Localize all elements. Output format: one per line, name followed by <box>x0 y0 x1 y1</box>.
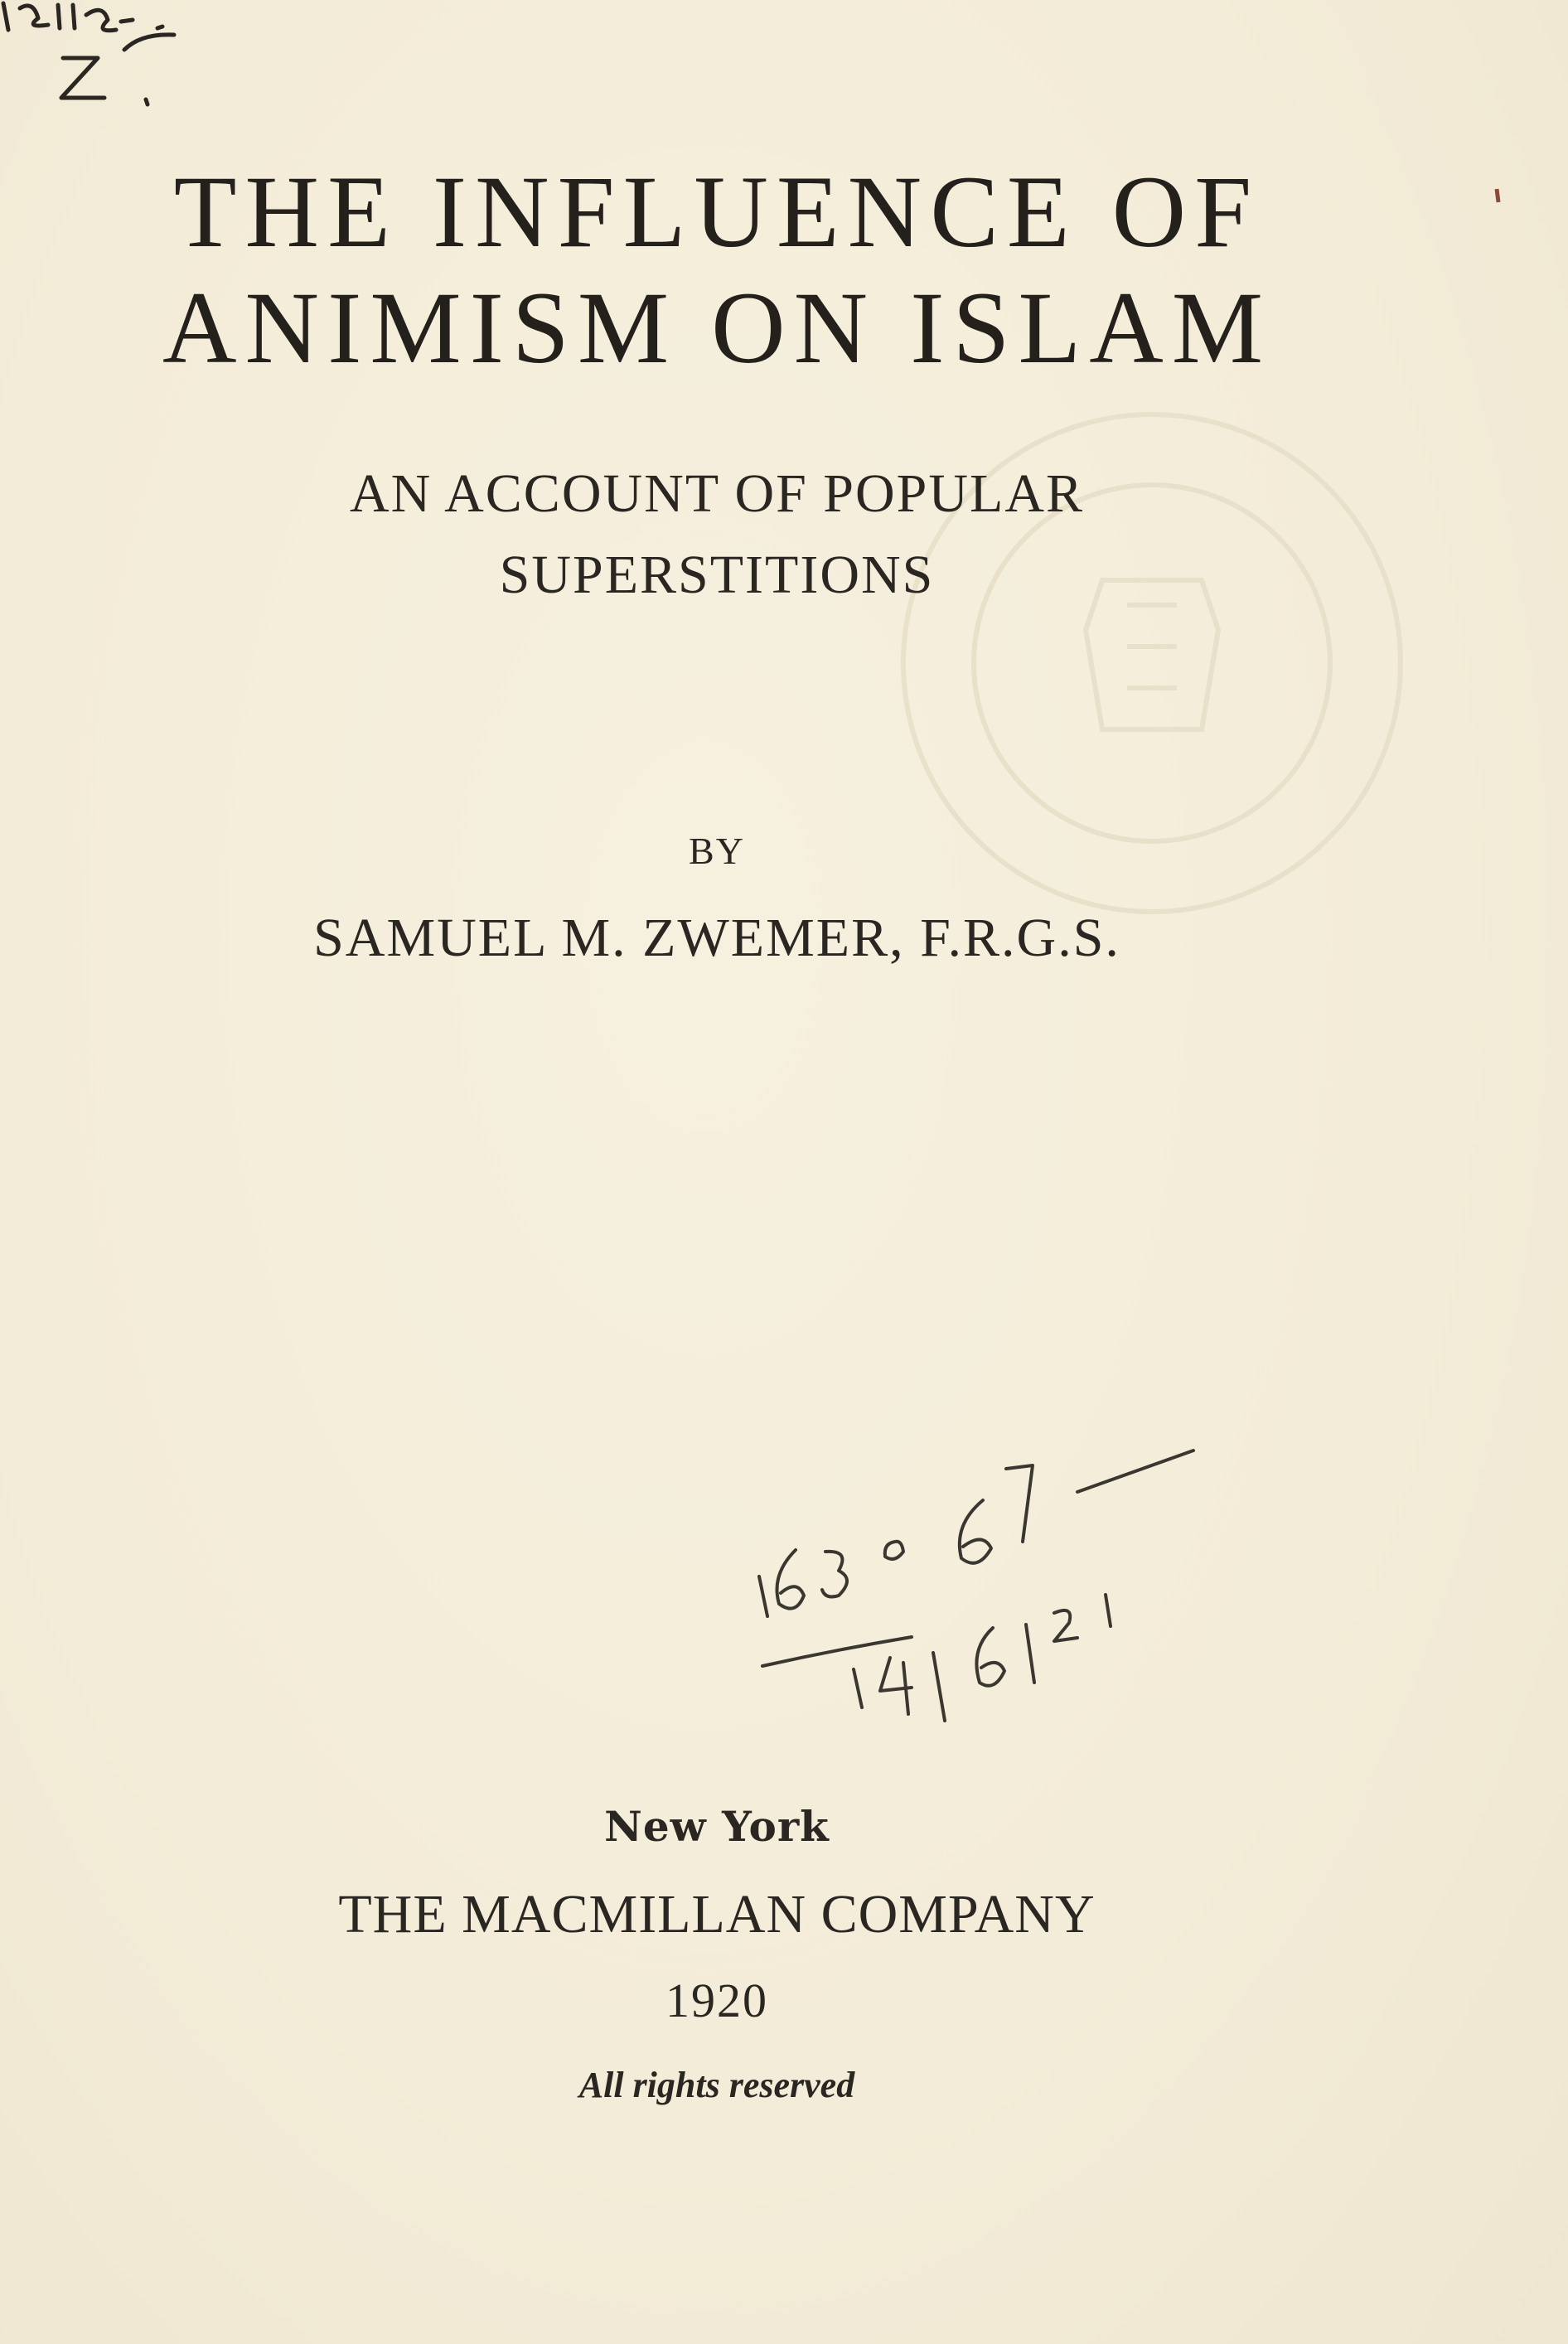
margin-mark <box>1497 189 1498 202</box>
rights-notice: All rights reserved <box>578 2065 855 2105</box>
accession-digit-7 <box>1006 1465 1033 1542</box>
accession-tail <box>1077 1450 1193 1492</box>
accession-digit-0 <box>885 1542 903 1559</box>
corner-mark <box>61 35 174 104</box>
pencil-underline <box>762 1637 912 1666</box>
date-slash-2 <box>1026 1625 1034 1683</box>
date-digit-2 <box>1054 1610 1077 1641</box>
date-digit-6 <box>976 1628 1004 1686</box>
date-digit-4 <box>880 1658 912 1714</box>
publisher-place: New York <box>604 1802 830 1851</box>
title-line-2: ANIMISM ON ISLAM <box>162 271 1272 385</box>
accession-digit-1 <box>759 1576 767 1616</box>
byline-by: BY <box>689 830 745 872</box>
author-name: SAMUEL M. ZWEMER, F.R.G.S. <box>313 908 1120 968</box>
accession-digit-3 <box>822 1552 847 1597</box>
publisher-name: THE MACMILLAN COMPANY <box>338 1884 1096 1944</box>
title-line-1: THE INFLUENCE OF <box>173 155 1261 269</box>
corner-scribble <box>3 3 162 31</box>
subtitle-line-1: AN ACCOUNT OF POPULAR <box>349 463 1085 524</box>
accession-digit-6 <box>777 1550 805 1609</box>
date-digit-1 <box>854 1669 862 1707</box>
date-digit-1b <box>1106 1595 1111 1626</box>
accession-digit-6b <box>960 1500 991 1563</box>
publication-year: 1920 <box>665 1974 768 2027</box>
subtitle-line-2: SUPERSTITIONS <box>499 545 935 605</box>
date-slash-1 <box>933 1653 945 1721</box>
